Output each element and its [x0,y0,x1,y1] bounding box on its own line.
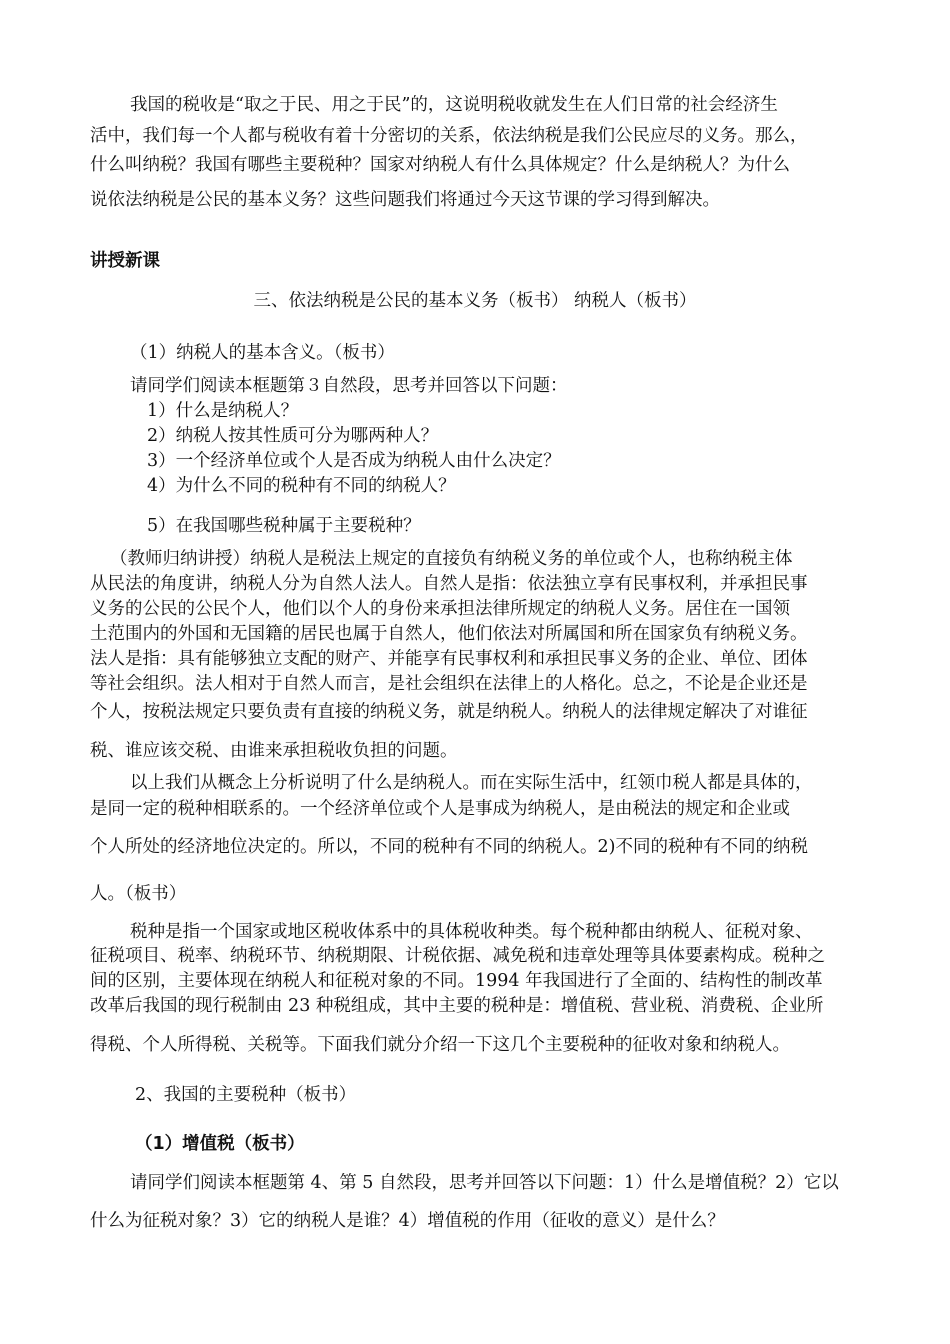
concept-line: 以上我们从概念上分析说明了什么是纳税人。而在实际生活中，红领巾税人都是具体的， [130,773,813,793]
question-item: 2）纳税人按其性质可分为哪两种人？ [147,426,439,446]
vat-prompt-line: 什么为征税对象？3）它的纳税人是谁？4）增值税的作用（征收的意义）是什么？ [90,1211,725,1231]
explanation-line: 等社会组织。法人相对于自然人而言，是社会组织在法律上的人格化。总之，不论是企业还是 [90,674,808,694]
explanation-line: 法人是指：具有能够独立支配的财产、并能享有民事权利和承担民事义务的企业、单位、团体 [90,649,808,669]
intro-line: 说依法纳税是公民的基本义务？这些问题我们将通过今天这节课的学习得到解决。 [90,190,720,210]
tax-types-line: 改革后我国的现行税制由 23 种税组成，其中主要的税种是：增值税、营业税、消费税、企业所 [90,996,824,1016]
explanation-line: 义务的公民的公民个人，他们以个人的身份来承担法律所规定的纳税人义务。居住在一国领 [90,599,790,619]
concept-line: 人。（板书） [90,884,187,904]
section-heading: 讲授新课 [90,251,160,271]
explanation-line: 从民法的角度讲，纳税人分为自然人法人。自然人是指：依法独立享有民事权利，并承担民事 [90,574,808,594]
explanation-line: 土范围内的外国和无国籍的居民也属于自然人，他们依法对所属国和所在国家负有纳税义务。 [90,624,808,644]
intro-line: 活中，我们每一个人都与税收有着十分密切的关系，依法纳税是我们公民应尽的义务。那么， [90,126,808,146]
question-item: 4）为什么不同的税种有不同的纳税人？ [147,476,456,496]
tax-types-line: 间的区别，主要体现在纳税人和征税对象的不同。1994 年我国进行了全面的、结构性的制改革 [90,971,823,991]
tax-types-line: 征税项目、税率、纳税环节、纳税期限、计税依据、减免税和违章处理等具体要素构成。税种之 [90,946,825,966]
vat-title: （1）增值税（板书） [135,1134,305,1154]
tax-types-line: 税种是指一个国家或地区税收体系中的具体税收种类。每个税种都由纳税人、征税对象、 [130,922,813,942]
intro-line: 我国的税收是“取之于民、用之于民”的，这说明税收就发生在人们日常的社会经济生 [130,95,778,115]
vat-prompt-line: 请同学们阅读本框题第 4、第 5 自然段，思考并回答以下问题：1）什么是增值税？2）它以 [130,1173,839,1193]
question-item: 3）一个经济单位或个人是否成为纳税人由什么决定？ [147,451,561,471]
explanation-line: （教师归纳讲授）纳税人是税法上规定的直接负有纳税义务的单位或个人，也称纳税主体 [110,549,793,569]
explanation-line: 税、谁应该交税、由谁来承担税收负担的问题。 [90,741,458,761]
explanation-line: 个人，按税法规定只要负责有直接的纳税义务，就是纳税人。纳税人的法律规定解决了对谁征 [90,702,808,722]
question-item: 5）在我国哪些税种属于主要税种？ [147,516,421,536]
concept-line: 是同一定的税种相联系的。一个经济单位或个人是事成为纳税人，是由税法的规定和企业或 [90,799,790,819]
subsection-title: 2、我国的主要税种（板书） [135,1085,357,1105]
reading-prompt: 请同学们阅读本框题第３自然段，思考并回答以下问题： [130,376,568,396]
chapter-title: 三、依法纳税是公民的基本义务（板书） 纳税人（板书） [253,291,697,311]
subsection-title: （1）纳税人的基本含义。（板书） [130,343,395,363]
question-item: 1）什么是纳税人？ [147,401,299,421]
tax-types-line: 得税、个人所得税、关税等。下面我们就分介绍一下这几个主要税种的征收对象和纳税人。 [90,1035,790,1055]
concept-line: 个人所处的经济地位决定的。所以，不同的税种有不同的纳税人。2)不同的税种有不同的纳税 [90,837,808,857]
intro-line: 什么叫纳税？我国有哪些主要税种？国家对纳税人有什么具体规定？什么是纳税人？为什么 [90,155,790,175]
